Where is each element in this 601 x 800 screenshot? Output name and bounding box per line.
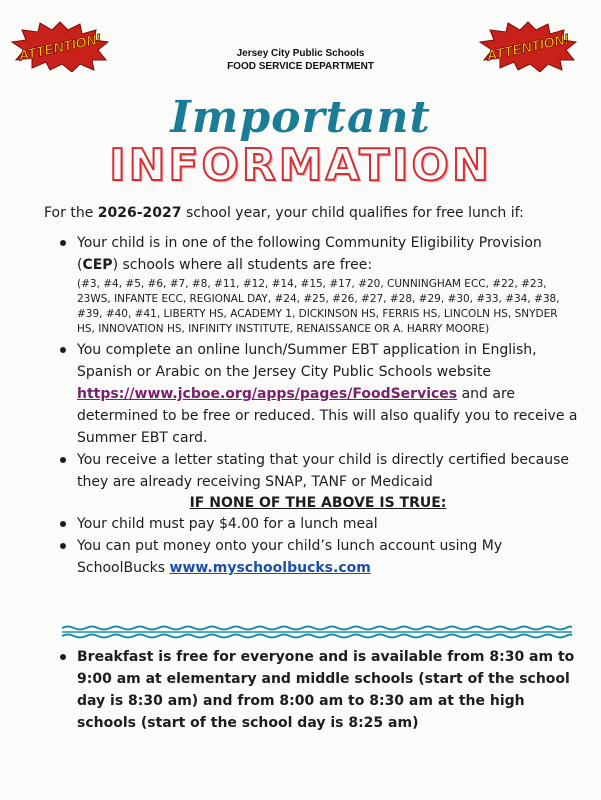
list-item-application: [58, 339, 578, 449]
cep-abbrev: CEP: [82, 257, 113, 273]
divider-line-bottom: [62, 635, 572, 638]
list-item-cep: [58, 232, 578, 337]
attention-badge-text: ATTENTION!: [17, 30, 103, 64]
attention-badge-text: ATTENTION!: [485, 30, 571, 64]
breakfast-text: Breakfast is free for everyone and is available from 8:30 am to 9:00 am at elementary and middle schools (start of the school day is 8:30 am) and from 8:00 am to 8:30 am at the high schools (start of the school day is 8:25 am): [77, 649, 575, 731]
district-name: Jersey City Public Schools: [236, 48, 365, 59]
food-services-link[interactable]: https://www.jcboe.org/apps/pages/FoodServices: [77, 386, 458, 402]
cep-text-2: ) schools where all students are free:: [112, 257, 373, 273]
myschoolbucks-link[interactable]: www.myschoolbucks.com: [169, 560, 371, 576]
list-item-letter: [58, 449, 578, 493]
application-text: You complete an online lunch/Summer EBT application in English, Spanish or Arabic on the Jersey City Public Schools website: [77, 342, 537, 380]
list-item-breakfast: [58, 646, 578, 734]
title-important: Important: [170, 92, 431, 143]
intro-before: For the: [44, 205, 98, 221]
pay-text: Your child must pay $4.00 for a lunch meal: [77, 516, 378, 532]
letter-text: You receive a letter stating that your child is directly certified because they are already receiving SNAP, TANF or Medicaid: [77, 452, 570, 490]
cep-schools-list: (#3, #4, #5, #6, #7, #8, #11, #12, #14, #15, #17, #20, CUNNINGHAM ECC, #22, #23, 23WS, INFANTE ECC, REGIONAL DAY, #24, #25, #26, #27, #28, #29, #30, #33, #34, #38, #39, #40, #41, LIBERTY HS, ACADEMY 1, DICKINSON HS, FERRIS HS, LINCOLN HS, SNYDER HS, INNOVATION HS, INFINITY INSTITUTE, RENAISSANCE OR A. HARRY MOORE): [77, 278, 560, 335]
breakfast-section: [58, 646, 578, 734]
cep-text: Your child is in one of the following Community Eligibility Provision (: [77, 235, 542, 273]
document-header: [0, 47, 601, 73]
eligibility-list: [58, 232, 578, 579]
title-information: INFORMATION: [109, 140, 492, 191]
money-text: You can put money onto your child’s lunch account using My SchoolBucks: [77, 538, 503, 576]
intro-after: school year, your child qualifies for free lunch if:: [181, 205, 524, 221]
divider-line-top: [62, 627, 572, 630]
list-item-pay: [58, 513, 578, 535]
school-year: 2026-2027: [97, 205, 182, 221]
department-name: FOOD SERVICE DEPARTMENT: [227, 61, 374, 72]
none-above-heading: IF NONE OF THE ABOVE IS TRUE:: [189, 495, 447, 511]
list-item-money: [58, 535, 578, 579]
wavy-divider: [62, 624, 572, 640]
intro-line: [44, 205, 524, 221]
application-text-2: and are determined to be free or reduced. This will also qualify you to receive a Summer EBT card.: [77, 386, 578, 446]
